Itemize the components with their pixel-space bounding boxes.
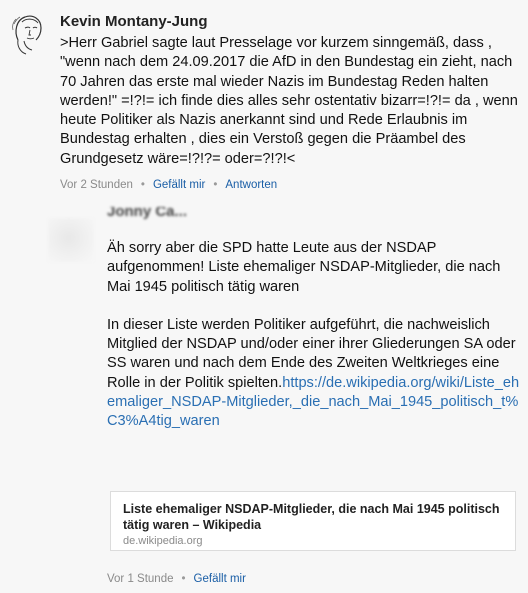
reply-author-avatar[interactable]: [48, 218, 94, 262]
separator-dot: •: [140, 179, 145, 191]
comment-author-name[interactable]: Kevin Montany-Jung: [60, 13, 208, 30]
author-avatar[interactable]: [8, 10, 50, 56]
link-preview-card[interactable]: [110, 491, 516, 551]
reply-timestamp: Vor 1 Stunde: [107, 573, 174, 585]
reply-text: [107, 239, 523, 432]
reply-paragraph: [107, 316, 523, 432]
reply-paragraph: Äh sorry aber die SPD hatte Leute aus der NSDAP aufgenommen! Liste ehemaliger NSDAP-Mitglieder, die nach Mai 1945 politisch tätig waren: [107, 240, 501, 295]
comment-timestamp: Vor 2 Stunden: [60, 179, 133, 191]
reply-author-name[interactable]: Jonny Ca...: [107, 207, 188, 219]
comment-meta: [60, 179, 277, 191]
reply-link[interactable]: Antworten: [225, 179, 278, 191]
link-preview-title: Liste ehemaliger NSDAP-Mitglieder, die nach Mai 1945 politisch tätig waren – Wikipedia: [123, 502, 500, 532]
reply-meta: [107, 573, 246, 585]
link-preview-domain: de.wikipedia.org: [123, 535, 203, 547]
reply-like-link[interactable]: Gefällt mir: [193, 573, 246, 585]
reply-paragraph-text: In dieser Liste werden Politiker aufgeführt, die nachweislich Mitglied der NSDAP und/oder einer ihrer Gliederungen SA oder SS waren und nach dem Ende des Zweiten Weltkrieges eine Rolle in der Politik spielten.: [107, 316, 516, 391]
separator-dot: •: [213, 179, 218, 191]
comment-text: >Herr Gabriel sagte laut Presselage vor kurzem sinngemäß, dass , "wenn nach dem 24.09.2017 die AfD in den Bundestag ein zieht, nach 70 Jahren das erste mal wieder Nazis im Bundestag Reden halten werden!" =!?!= ich finde dies alles sehr ostentativ bizarr=!?!= da , wenn heute Politiker als Nazis anerkannt sind und Rede Erlaubnis im Bundestag erhalten , dies ein Verstoß gegen die Präambel des Grundgesetz wäre=!?!?= oder=?!?!<: [60, 35, 518, 167]
like-link[interactable]: Gefällt mir: [152, 179, 206, 191]
separator-dot: •: [181, 573, 186, 585]
sketch-portrait-icon: [8, 10, 50, 56]
reply-url-link[interactable]: https://de.wikipedia.org/wiki/Liste_ehemaliger_NSDAP-Mitglieder,_die_nach_Mai_1945_politisch_t%C3%A4tig_waren: [107, 374, 520, 430]
